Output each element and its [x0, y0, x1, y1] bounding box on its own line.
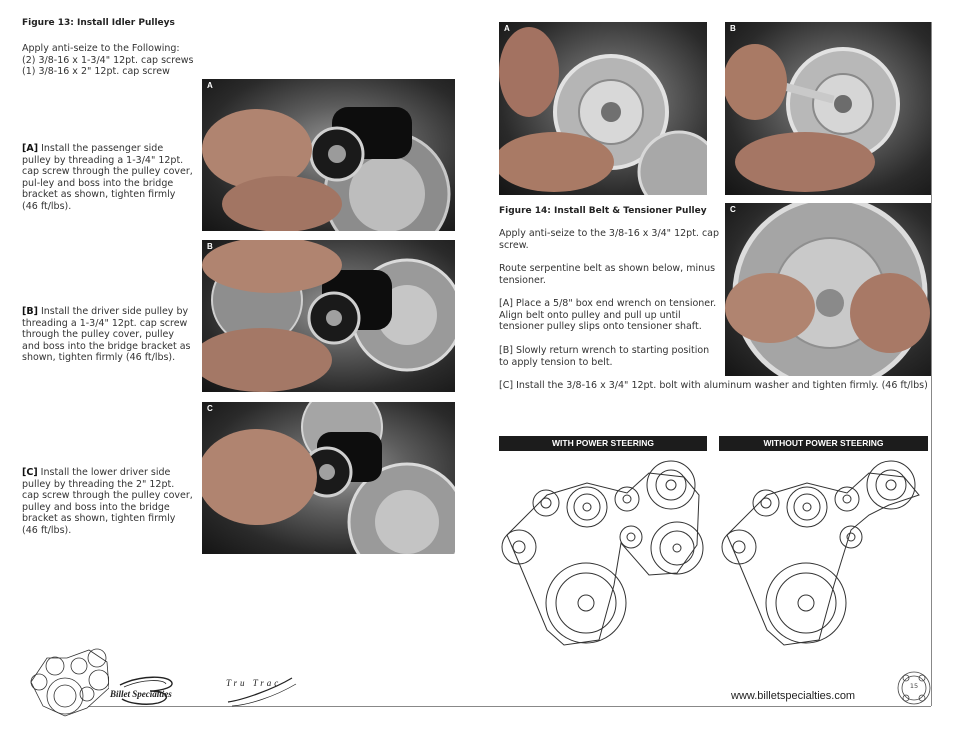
footer-rule [88, 706, 931, 707]
engine-pulley-icon [27, 648, 109, 718]
with-power-steering-bar: WITH POWER STEERING [499, 436, 707, 451]
step-a-body: Install the passenger side pulley by threading a 1-3/4" 12pt. cap screw through the pulley cover, pul-ley and boss into the bridge bracket as shown, tighten firmly (46 ft/lbs). [22, 143, 193, 212]
figure-14-step-c: [C] Install the 3/8-16 x 3/4" 12pt. bolt with aluminum washer and tighten firmly. (46 ft/lbs) [499, 380, 928, 391]
photo-13a-illustration [202, 79, 455, 231]
photo-14b [725, 22, 931, 195]
photo-13c [202, 402, 455, 554]
photo-14a [499, 22, 707, 195]
step-c-body: Install the lower driver side pulley by threading the 2" 12pt. cap screw through the pulley cover, pulley and boss into the bridge bracket as shown, tighten firmly (46 ft/lbs). [22, 467, 193, 536]
photo-13b-label: B [207, 242, 213, 251]
belt-diagram-with-ps [499, 455, 709, 650]
step-a-key: [A] [22, 143, 39, 154]
photo-13c-label: C [207, 404, 213, 413]
billet-specialties-logo [110, 673, 210, 707]
figure-14-para-4: [B] Slowly return wrench to starting position to apply tension to belt. [499, 345, 710, 368]
photo-13c-illustration [202, 402, 455, 554]
photo-13b [202, 240, 455, 392]
tru-trac-logo-text: Tru Trac [226, 678, 282, 688]
page-edge-line [931, 22, 932, 706]
photo-14c-illustration [725, 203, 931, 376]
step-a-text [22, 143, 194, 213]
photo-14a-illustration [499, 22, 707, 195]
photo-14c-label: C [730, 205, 736, 214]
photo-14a-label: A [504, 24, 510, 33]
without-power-steering-bar: WITHOUT POWER STEERING [719, 436, 928, 451]
billet-specialties-logo-text: Billet Specialties [110, 689, 172, 699]
figure-14-title: Figure 14: Install Belt & Tensioner Pulley [499, 206, 707, 216]
figure-14-para-3: [A] Place a 5/8" box end wrench on tensioner. Align belt onto pulley and pull up until tensioner pulley slips onto tensioner shaft. [499, 298, 717, 333]
step-c-key: [C] [22, 467, 38, 478]
page-number: 15 [909, 682, 919, 690]
photo-13b-illustration [202, 240, 455, 392]
photo-13a [202, 79, 455, 231]
photo-13a-label: A [207, 81, 213, 90]
figure-14-para-1: Apply anti-seize to the 3/8-16 x 3/4" 12pt. cap screw. [499, 228, 720, 251]
step-b-text [22, 306, 194, 364]
photo-14b-illustration [725, 22, 931, 195]
step-c-text [22, 467, 194, 537]
figure-13-intro: Apply anti-seize to the Following: (2) 3/8-16 x 1-3/4" 12pt. cap screws (1) 3/8-16 x 2" 12pt. cap screw [22, 43, 194, 78]
belt-diagram-without-ps [719, 455, 929, 650]
website-link[interactable]: www.billetspecialties.com [731, 690, 856, 702]
photo-14c [725, 203, 931, 376]
photo-14b-label: B [730, 24, 736, 33]
step-b-key: [B] [22, 306, 38, 317]
figure-14-para-2: Route serpentine belt as shown below, minus tensioner. [499, 263, 716, 286]
step-b-body: Install the driver side pulley by threading a 1-3/4" 12pt. cap screw through the pulley cover, pulley and boss into the bridge bracket as shown, tighten firmly (46 ft/lbs). [22, 306, 191, 364]
figure-13-title: Figure 13: Install Idler Pulleys [22, 18, 175, 28]
tru-trac-logo [222, 672, 300, 708]
